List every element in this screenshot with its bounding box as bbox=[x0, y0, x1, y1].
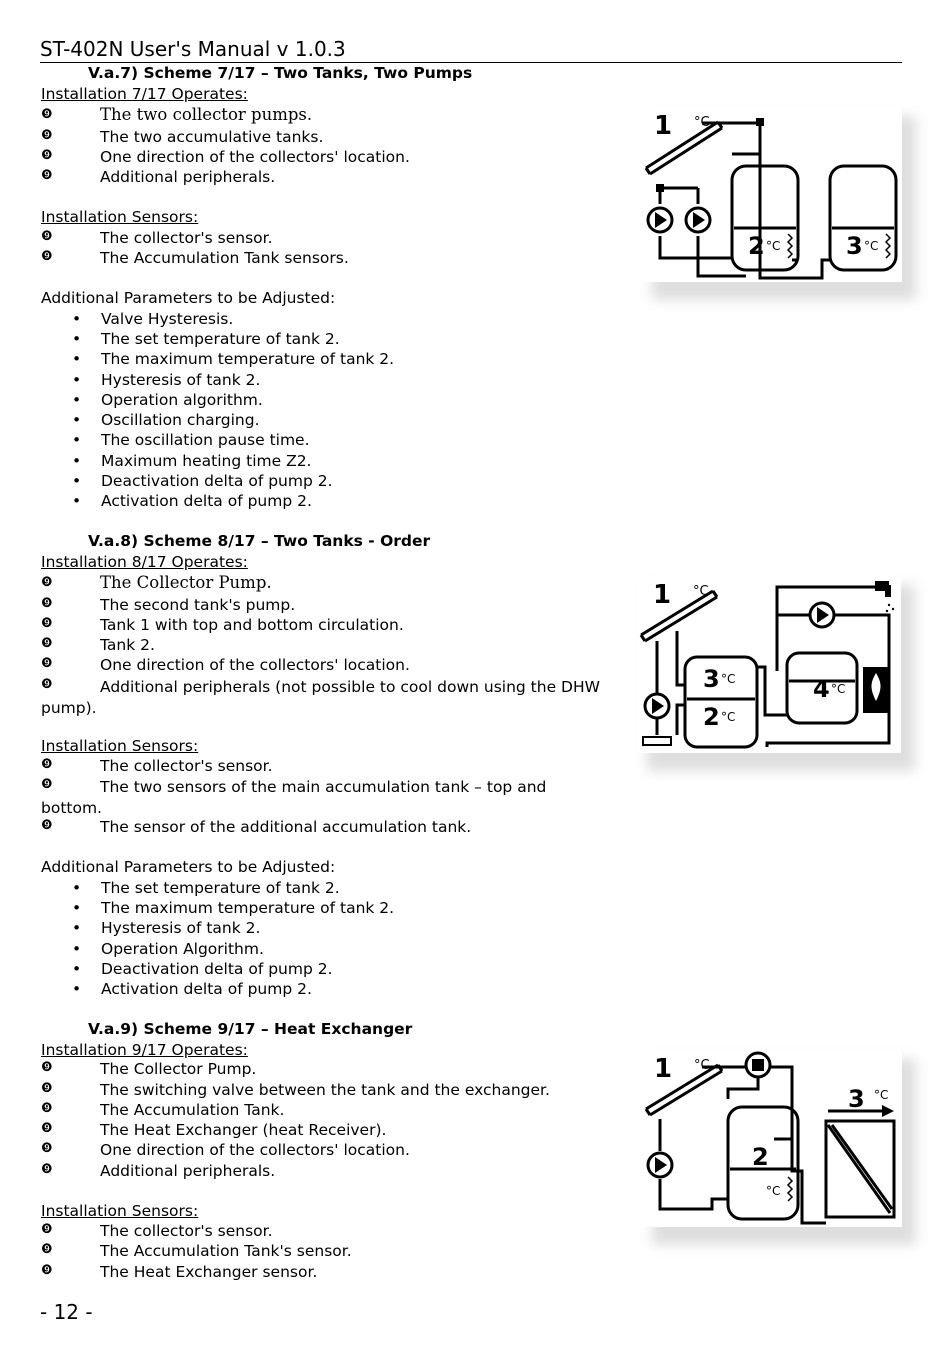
bullet-icon: ❾ bbox=[41, 168, 53, 183]
bullet-icon: ❾ bbox=[41, 148, 53, 163]
section-8-title: V.a.8) Scheme 8/17 – Two Tanks - Order bbox=[88, 532, 431, 550]
bullet-icon: ❾ bbox=[41, 1162, 53, 1177]
bullet-icon: ❾ bbox=[41, 1263, 53, 1278]
tap-icon bbox=[875, 581, 894, 612]
scheme-9-svg bbox=[642, 1049, 902, 1227]
svg-text:1: 1 bbox=[653, 580, 672, 610]
section-8-operates-heading: Installation 8/17 Operates: bbox=[41, 553, 248, 571]
svg-text:1: 1 bbox=[654, 1054, 673, 1084]
svg-text:1: 1 bbox=[654, 111, 673, 141]
bullet-icon: ❾ bbox=[41, 1222, 53, 1237]
section-7-title: V.a.7) Scheme 7/17 – Two Tanks, Two Pumps bbox=[88, 64, 473, 82]
bullet-icon: ❾ bbox=[41, 818, 53, 833]
document-header: ST-402N User's Manual v 1.0.3 bbox=[40, 36, 902, 63]
bullet-icon: ❾ bbox=[41, 1101, 53, 1116]
bullet-icon: ❾ bbox=[41, 575, 53, 590]
second-tank-pump-icon bbox=[810, 603, 834, 627]
svg-text:°C: °C bbox=[693, 584, 709, 599]
section-9-title: V.a.9) Scheme 9/17 – Heat Exchanger bbox=[88, 1020, 413, 1038]
scheme-9-diagram bbox=[642, 1049, 902, 1227]
svg-text:°C: °C bbox=[721, 672, 736, 686]
tank-1 bbox=[685, 657, 757, 747]
svg-text:°C: °C bbox=[766, 239, 781, 253]
bullet-icon: ❾ bbox=[41, 249, 53, 264]
svg-text:°C: °C bbox=[874, 1088, 889, 1102]
bullet-icon: ❾ bbox=[41, 1141, 53, 1156]
svg-text:2: 2 bbox=[703, 703, 720, 731]
bullet-icon: ❾ bbox=[41, 777, 53, 792]
svg-text:°C: °C bbox=[831, 682, 846, 696]
bullet-icon: ❾ bbox=[41, 757, 53, 772]
bullet-icon: ❾ bbox=[41, 636, 53, 651]
scheme-8-svg bbox=[637, 575, 901, 753]
svg-text:3: 3 bbox=[848, 1085, 865, 1113]
section-9-sensors-heading: Installation Sensors: bbox=[41, 1202, 199, 1220]
bullet-icon: ❾ bbox=[41, 1060, 53, 1075]
svg-text:3: 3 bbox=[703, 665, 720, 693]
bullet-icon: ❾ bbox=[41, 1242, 53, 1257]
svg-text:2: 2 bbox=[752, 1143, 769, 1171]
bullet-icon: ❾ bbox=[41, 616, 53, 631]
section-8-operates-item-wrapped: ❾ Additional peripherals (not possible to cool down using the DHW pump). bbox=[41, 677, 600, 717]
svg-text:°C: °C bbox=[766, 1184, 781, 1198]
svg-text:°C: °C bbox=[721, 710, 736, 724]
bullet-icon: ❾ bbox=[41, 656, 53, 671]
bullet-icon: ❾ bbox=[41, 596, 53, 611]
bullet-icon: ❾ bbox=[41, 107, 53, 122]
svg-text:3: 3 bbox=[846, 232, 863, 260]
section-7-operates-heading: Installation 7/17 Operates: bbox=[41, 85, 248, 103]
pump-2-icon bbox=[686, 208, 710, 232]
collector-pump-icon bbox=[645, 694, 669, 718]
bullet-icon: ❾ bbox=[41, 677, 53, 692]
tank-1 bbox=[732, 166, 798, 270]
bullet-icon: ❾ bbox=[41, 1081, 53, 1096]
svg-text:4: 4 bbox=[813, 675, 830, 703]
svg-text:°C: °C bbox=[864, 239, 879, 253]
section-8-sensor-item-wrapped: ❾ The two sensors of the main accumulation tank – top and bottom. bbox=[41, 777, 547, 817]
scheme-7-diagram bbox=[642, 106, 902, 282]
bullet-icon: ❾ bbox=[41, 128, 53, 143]
scheme-8-diagram bbox=[637, 575, 901, 753]
scheme-7-svg bbox=[642, 106, 902, 282]
section-8-params-heading: Additional Parameters to be Adjusted: bbox=[41, 858, 336, 876]
section-8-sensors-heading: Installation Sensors: bbox=[41, 737, 199, 755]
collector-pump-icon bbox=[648, 1153, 672, 1177]
section-9-operates-heading: Installation 9/17 Operates: bbox=[41, 1041, 248, 1059]
pump-1-icon bbox=[648, 208, 672, 232]
tank-2 bbox=[830, 166, 896, 270]
svg-text:°C: °C bbox=[694, 115, 710, 130]
bullet-icon: ❾ bbox=[41, 1121, 53, 1136]
switching-valve-icon bbox=[746, 1053, 770, 1077]
bullet-icon: ❾ bbox=[41, 229, 53, 244]
svg-text:2: 2 bbox=[748, 232, 765, 260]
page-number: - 12 - bbox=[40, 1300, 93, 1324]
section-7-params-heading: Additional Parameters to be Adjusted: bbox=[41, 289, 336, 307]
section-7-sensors-heading: Installation Sensors: bbox=[41, 208, 199, 226]
svg-text:°C: °C bbox=[694, 1058, 710, 1073]
